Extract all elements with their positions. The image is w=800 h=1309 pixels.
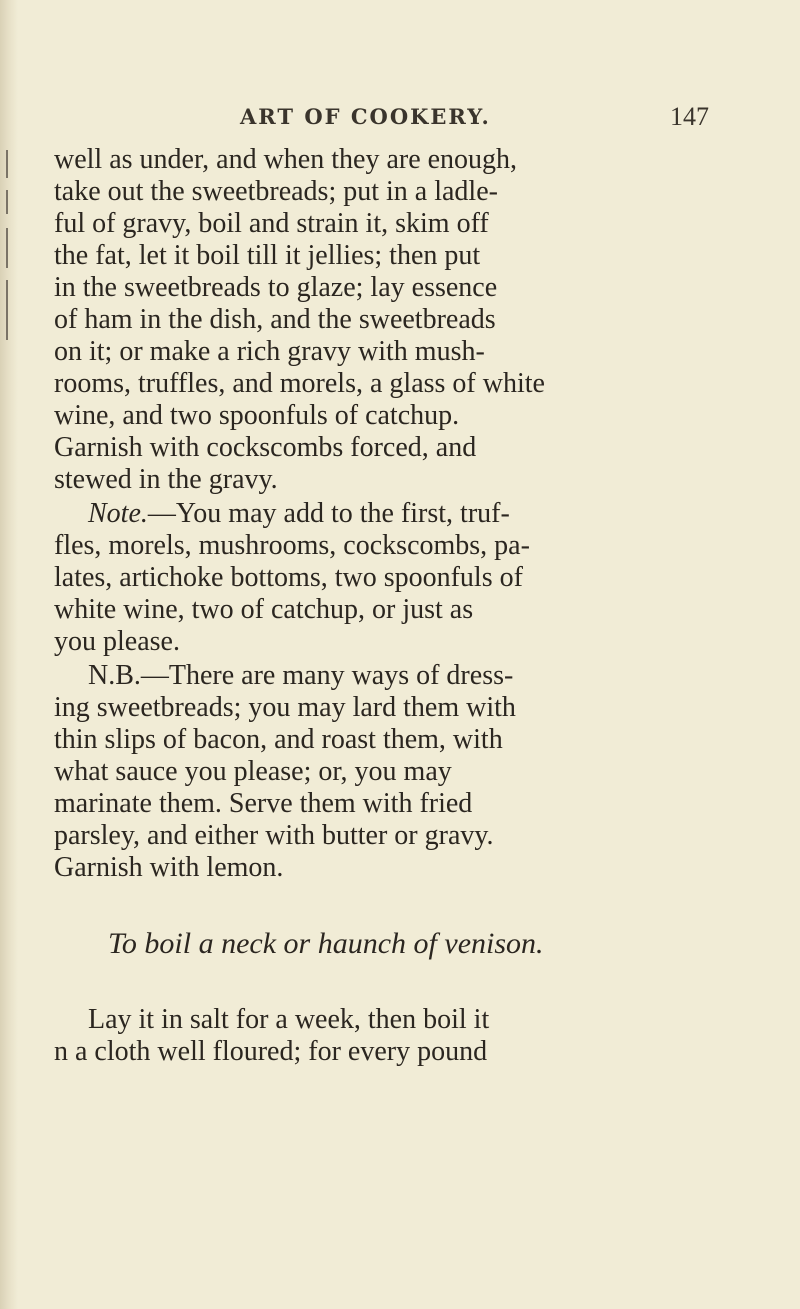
page-header — [0, 96, 800, 136]
body-line: wine, and two spoonfuls of catchup. — [54, 400, 460, 431]
nb-line: parsley, and either with butter or gravy. — [54, 820, 494, 851]
body-line: the fat, let it boil till it jellies; then put — [54, 240, 481, 271]
nb-line: thin slips of bacon, and roast them, with — [54, 724, 503, 755]
page-number: 147 — [670, 102, 709, 131]
nb-line: marinate them. Serve them with fried — [54, 788, 473, 819]
body-line: rooms, truffles, and morels, a glass of white — [54, 368, 545, 399]
note-text: —You may add to the first, truf- — [147, 498, 510, 529]
body-line: on it; or make a rich gravy with mush- — [54, 336, 485, 367]
body-line: stewed in the gravy. — [54, 464, 278, 495]
body-line: Garnish with cockscombs forced, and — [54, 432, 477, 463]
recipe-heading: To boil a neck or haunch of venison. — [108, 927, 544, 960]
recipe-line: Lay it in salt for a week, then boil it — [88, 1004, 490, 1035]
edge-mark — [6, 228, 8, 268]
nb-line: ing sweetbreads; you may lard them with — [54, 692, 516, 723]
nb-line: what sauce you please; or, you may — [54, 756, 452, 787]
nb-line: Garnish with lemon. — [54, 852, 284, 883]
body-line: in the sweetbreads to glaze; lay essence — [54, 272, 498, 303]
nb-line: N.B.—There are many ways of dress- — [88, 660, 514, 691]
edge-mark — [6, 150, 8, 178]
note-line: you please. — [54, 626, 180, 657]
note-first-line — [88, 498, 510, 530]
note-label: Note. — [88, 498, 148, 529]
body-line: well as under, and when they are enough, — [54, 144, 518, 175]
body-line: ful of gravy, boil and strain it, skim off — [54, 208, 489, 239]
edge-mark — [6, 280, 8, 340]
edge-mark — [6, 190, 8, 214]
body-line: take out the sweetbreads; put in a ladle- — [54, 176, 498, 207]
recipe-line: n a cloth well floured; for every pound — [54, 1036, 488, 1067]
body-line: of ham in the dish, and the sweetbreads — [54, 304, 496, 335]
note-line: fles, morels, mushrooms, cockscombs, pa- — [54, 530, 530, 561]
running-head: ART OF COOKERY. — [240, 104, 491, 129]
note-line: lates, artichoke bottoms, two spoonfuls of — [54, 562, 523, 593]
note-line: white wine, two of catchup, or just as — [54, 594, 474, 625]
page-binding-edge — [0, 0, 18, 1309]
